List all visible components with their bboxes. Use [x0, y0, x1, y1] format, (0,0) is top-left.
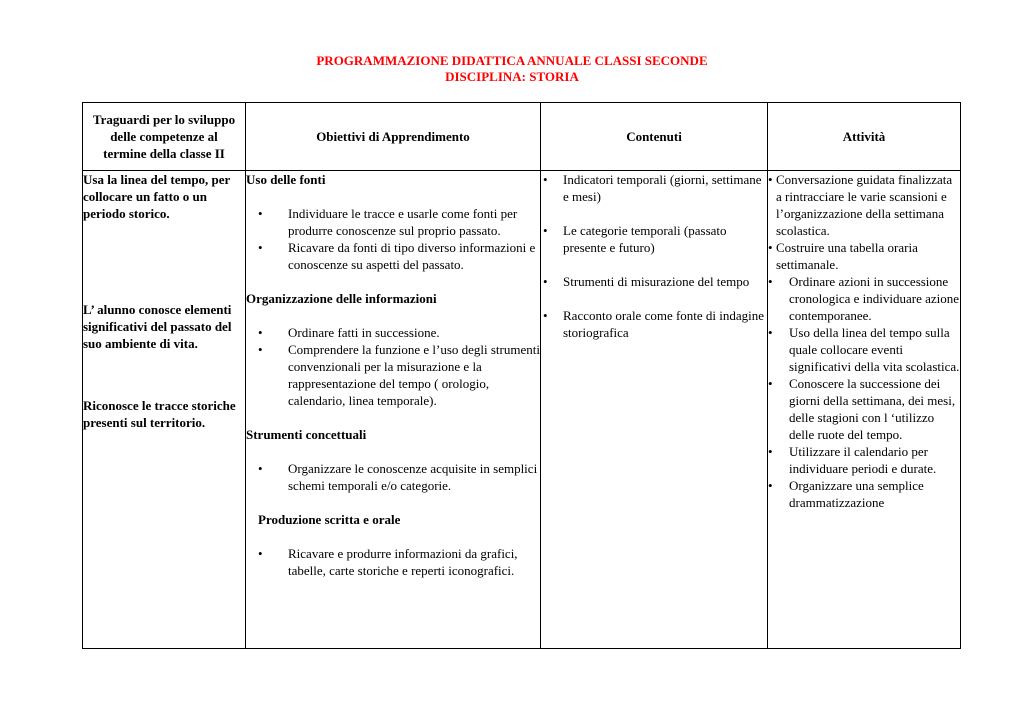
list-contenuti — [541, 171, 767, 341]
header-traguardi: Traguardi per lo sviluppo delle competenze al termine della classe II — [83, 103, 246, 171]
list-strumenti — [246, 460, 540, 494]
header-obiettivi: Obiettivi di Apprendimento — [246, 103, 541, 171]
section-title-strumenti: Strumenti concettuali — [246, 427, 367, 442]
table-header-row — [83, 103, 961, 171]
list-item: • Le categorie temporali (passato presente e futuro) — [541, 222, 767, 256]
list-item: • Ricavare e produrre informazioni da grafici, tabelle, carte storiche e reperti iconografici. — [246, 545, 540, 579]
list-item: • Individuare le tracce e usarle come fonti per produrre conoscenze sul proprio passato. — [246, 205, 540, 239]
section-title-fonti: Uso delle fonti — [246, 172, 326, 187]
list-item: • Conoscere la successione dei giorni della settimana, dei mesi, delle stagioni con l ‘utilizzo delle ruote del tempo. — [768, 375, 960, 443]
list-item: • Comprendere la funzione e l’uso degli strumenti convenzionali per la misurazione e la rappresentazione del tempo ( orologio, calendario, linea temporale). — [246, 341, 540, 409]
list-item: • Racconto orale come fonte di indagine storiografica — [541, 307, 767, 341]
list-item: • Ordinare fatti in successione. — [246, 324, 540, 341]
traguardo-item: L’ alunno conosce elementi significativi del passato del suo ambiente di vita. — [83, 302, 232, 351]
traguardo-item: Riconosce le tracce storiche presenti sul territorio. — [83, 398, 236, 430]
list-item: • Costruire una tabella oraria settimanale. — [768, 239, 960, 273]
list-item: • Uso della linea del tempo sulla quale collocare eventi significativi della vita scolastica. — [768, 324, 960, 375]
list-organizzazione — [246, 324, 540, 409]
traguardo-item: Usa la linea del tempo, per collocare un fatto o un periodo storico. — [83, 172, 231, 221]
attivita-cell — [768, 171, 961, 649]
section-title-organizzazione: Organizzazione delle informazioni — [246, 291, 437, 306]
contenuti-cell — [541, 171, 768, 649]
list-produzione — [246, 545, 540, 579]
header-contenuti: Contenuti — [541, 103, 768, 171]
list-item: • Ricavare da fonti di tipo diverso informazioni e conoscenze su aspetti del passato. — [246, 239, 540, 273]
table-body-row — [83, 171, 961, 649]
list-item: • Organizzare le conoscenze acquisite in semplici schemi temporali e/o categorie. — [246, 460, 540, 494]
discipline-title: DISCIPLINA: STORIA — [445, 69, 579, 84]
list-item: • Strumenti di misurazione del tempo — [541, 273, 767, 290]
list-item: • Ordinare azioni in successione cronologica e individuare azione contemporanee. — [768, 273, 960, 324]
list-item: • Organizzare una semplice drammatizzazione — [768, 477, 960, 511]
header-attivita: Attività — [768, 103, 961, 171]
list-item: • Utilizzare il calendario per individuare periodi e durate. — [768, 443, 960, 477]
list-attivita — [768, 171, 960, 511]
list-item: • Conversazione guidata finalizzata a rintracciare le varie scansioni e l’organizzazione della settimana scolastica. — [768, 171, 960, 239]
list-item: • Indicatori temporali (giorni, settimane e mesi) — [541, 171, 767, 205]
obiettivi-cell — [246, 171, 541, 649]
list-fonti — [246, 205, 540, 273]
programming-table — [82, 102, 961, 649]
section-title-produzione: Produzione scritta e orale — [258, 512, 401, 527]
document-title: PROGRAMMAZIONE DIDATTICA ANNUALE CLASSI SECONDE — [316, 53, 708, 68]
traguardi-cell — [83, 171, 246, 649]
